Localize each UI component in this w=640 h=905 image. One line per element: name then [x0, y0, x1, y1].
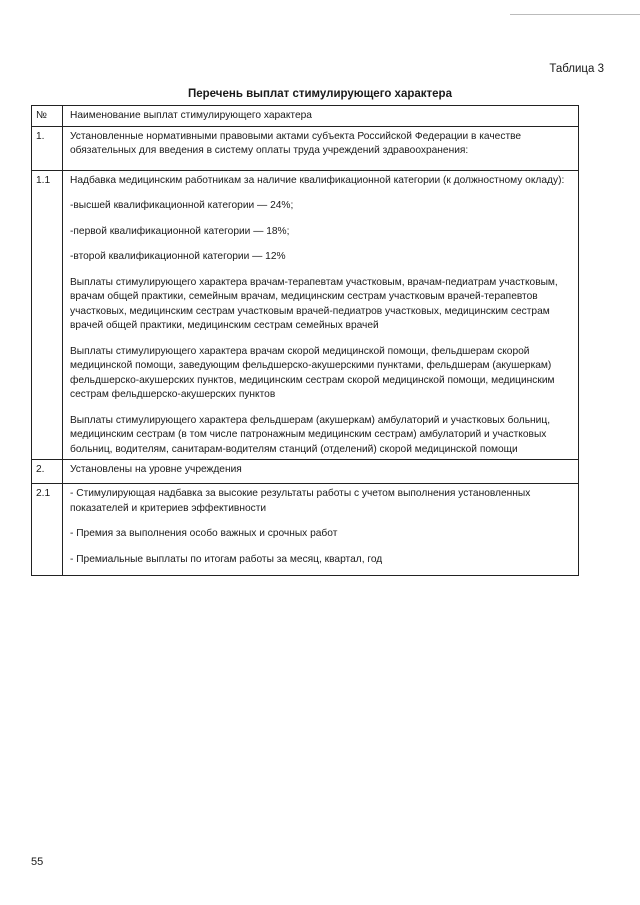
row-paragraph: - Премия за выполнения особо важных и срочных работ — [70, 528, 338, 539]
row-paragraph: Выплаты стимулирующего характера врачам-терапевтам участковым, врачам-педиатрам участковым, врачам общей практики, семейным врачам, медицинским сестрам участковым врачей-терапевтов участковых, медицинским сестрам участковым врачей-педиатров участковых, медицинским сестрам врачей общей практики, медицинским сестрам семейных врачей — [70, 276, 558, 331]
row-number: 2. — [32, 460, 63, 484]
table-row — [32, 460, 579, 484]
row-text — [63, 170, 579, 460]
page-number: 55 — [31, 856, 44, 868]
header-num: № — [32, 106, 63, 127]
payments-table — [31, 105, 579, 576]
row-number: 1.1 — [32, 170, 63, 460]
table-row — [32, 484, 579, 576]
table-row — [32, 170, 579, 460]
row-paragraph: Надбавка медицинским работникам за наличие квалификационной категории (к должностному окладу): — [70, 174, 565, 186]
document-title: Перечень выплат стимулирующего характера — [188, 88, 452, 100]
row-number: 1. — [32, 126, 63, 170]
row-paragraph: - Стимулирующая надбавка за высокие результаты работы с учетом выполнения установленных показателей и критериев эффективности — [70, 488, 531, 514]
table-label: Таблица 3 — [549, 63, 604, 75]
row-text — [63, 460, 579, 484]
table-header-row — [32, 106, 579, 127]
header-name: Наименование выплат стимулирующего характера — [63, 106, 579, 127]
row-paragraph: -высшей квалификационной категории — 24%; — [70, 200, 294, 211]
row-paragraph: Установлены на уровне учреждения — [70, 464, 242, 475]
row-paragraph: Выплаты стимулирующего характера фельдшерам (акушеркам) амбулаторий и участковых больниц, медицинским сестрам (в том числе патронажным медицинским сестрам) амбулаторий и участковых больниц, водителям, санитарам-водителям станций (отделений) скорой медицинской помощи — [70, 414, 551, 455]
row-paragraph: -второй квалификационной категории — 12% — [70, 251, 286, 262]
scan-edge-line — [510, 14, 640, 15]
table-row — [32, 126, 579, 170]
row-text — [63, 126, 579, 170]
row-paragraph: Установленные нормативными правовыми актами субъекта Российской Федерации в качестве обязательных для введения в систему оплаты труда учреждений здравоохранения: — [70, 130, 522, 156]
row-paragraph: -первой квалификационной категории — 18%; — [70, 225, 290, 237]
row-paragraph: Выплаты стимулирующего характера врачам скорой медицинской помощи, фельдшерам скорой медицинской помощи, заведующим фельдшерско-акушерскими пунктами, фельдшерам (акушеркам) фельдшерско-акушерских пунктов, медицинским сестрам скорой медицинской помощи, медицинским сестрам фельдшерско-акушерских пунктов — [70, 345, 555, 400]
row-text — [63, 484, 579, 576]
row-number: 2.1 — [32, 484, 63, 576]
row-paragraph: - Премиальные выплаты по итогам работы за месяц, квартал, год — [70, 553, 383, 565]
